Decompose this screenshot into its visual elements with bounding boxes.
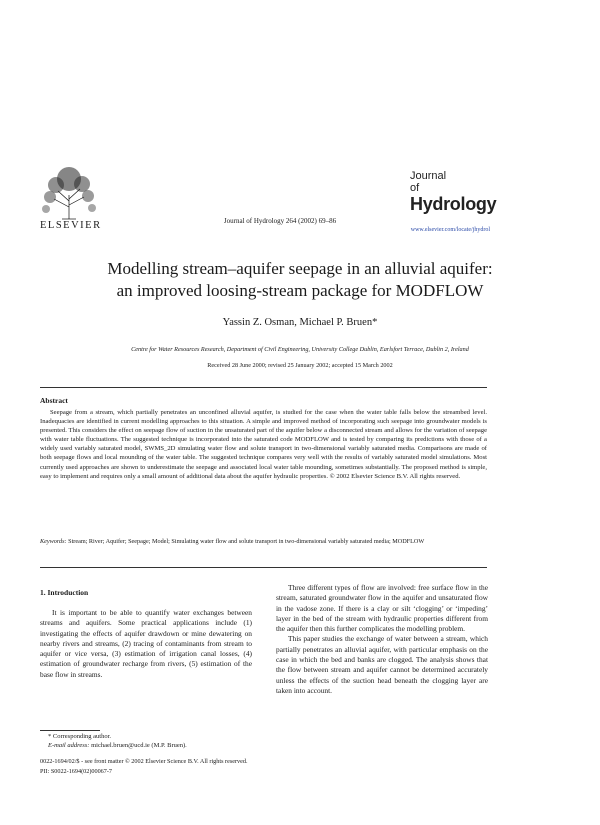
email-label: E-mail address:	[48, 742, 90, 749]
title-line-1: Modelling stream–aquifer seepage in an alluvial aquifer:	[107, 259, 493, 278]
corresponding-author-note: * Corresponding author.	[48, 733, 112, 740]
divider-bottom	[40, 567, 487, 568]
journal-url-link[interactable]: www.elsevier.com/locate/jhydrol	[410, 227, 490, 233]
keywords	[40, 538, 487, 547]
article-title	[40, 258, 560, 302]
article-dates: Received 28 June 2000; revised 25 January 2002; accepted 15 March 2002	[207, 362, 393, 369]
publisher-name: ELSEVIER	[40, 220, 102, 231]
divider-top	[40, 387, 487, 388]
keywords-list: Stream; River; Aquifer; Seepage; Model; Simulating water flow and solute transport in two-dimensional variably saturated media; MODFLOW	[68, 538, 425, 545]
title-line-2: an improved loosing-stream package for MODFLOW	[116, 281, 484, 300]
abstract-heading: Abstract	[40, 396, 68, 405]
email-address: michael.bruen@ucd.ie (M.P. Bruen).	[91, 742, 187, 749]
journal-reference: Journal of Hydrology 264 (2002) 69–86	[223, 217, 337, 225]
copyright-line: 0022-1694/02/$ - see front matter © 2002 Elsevier Science B.V. All rights reserved.	[40, 758, 248, 765]
elsevier-tree-logo	[40, 165, 98, 227]
keywords-label: Keywords:	[40, 538, 67, 545]
email-note	[48, 742, 187, 749]
authors: Yassin Z. Osman, Michael P. Bruen*	[222, 317, 378, 328]
abstract-text: Seepage from a stream, which partially penetrates an unconfined alluvial aquifer, is studied for the case when the water table falls below the streambed level. Inadequacies are identified in current modelling approaches to this situation. A simple and improved method of incorporating such seepage into groundwater models is presented. This considers the effect on seepage flow of suction in the unsaturated part of the aquifer below a disconnected stream and allows for the variation of seepage with water table fluctuations. The suggested technique is incorporated into the saturated code MODFLOW and is tested by comparing its predictions with those of a widely used variably saturated model, SWMS_2D simulating water flow and solute transport in two-dimensional variably saturated media. Comparisons are made of both seepage flows and local mounding of the water table. The suggested technique compares very well with the results of variably saturated model simulations. Most currently used approaches are shown to underestimate the seepage and associated local water table mounding, sometimes substantially. The proposed method is simple, easy to implement and requires only a small amount of additional data about the aquifer hydraulic properties. © 2002 Elsevier Science B.V. All rights reserved.	[40, 409, 487, 480]
journal-logo-line3: Hydrology	[410, 194, 497, 214]
journal-logo	[410, 170, 496, 214]
intro-column-1: It is important to be able to quantify water exchanges between streams and aquifers. Some practical applications include (1) investigating the effects of aquifer drawdown or mine dewatering on nearby rivers and streams, (2) tracing of contaminants from stream to aquifer or vice versa, (3) estimation of irrigation canal losses, (4) estimation of groundwater recharge from rivers, (5) estimation of the base flow in streams.	[40, 608, 252, 679]
journal-logo-line2: of	[410, 182, 420, 194]
section-heading: 1. Introduction	[40, 588, 89, 597]
pii-line: PII: S0022-1694(02)00067-7	[40, 768, 113, 775]
footnote-rule	[40, 730, 100, 731]
intro-col2-paragraph-1: Three different types of flow are involved: free surface flow in the stream, saturated groundwater flow in the aquifer and unsaturated flow in the vadose zone. If there is a clay or silt ‘clogging’ or ‘impeding’ layer in the bed of the stream with hydraulic properties different from the aquifer then this further complicates the modelling problem.	[276, 583, 488, 634]
journal-logo-line1: Journal	[410, 170, 447, 182]
affiliation: Centre for Water Resources Research, Department of Civil Engineering, University College Dublin, Earlsfort Terrace, Dublin 2, Ireland	[131, 346, 469, 353]
intro-column-2	[276, 583, 488, 696]
intro-col2-paragraph-2: This paper studies the exchange of water between a stream, which partially penetrates an alluvial aquifer, with particular emphasis on the case in which the bed and banks are clogged. The analysis shows that the flow between stream and aquifer cannot be determined accurately unless the effects of the suction head beneath the clogging layer are taken into account.	[276, 634, 488, 695]
